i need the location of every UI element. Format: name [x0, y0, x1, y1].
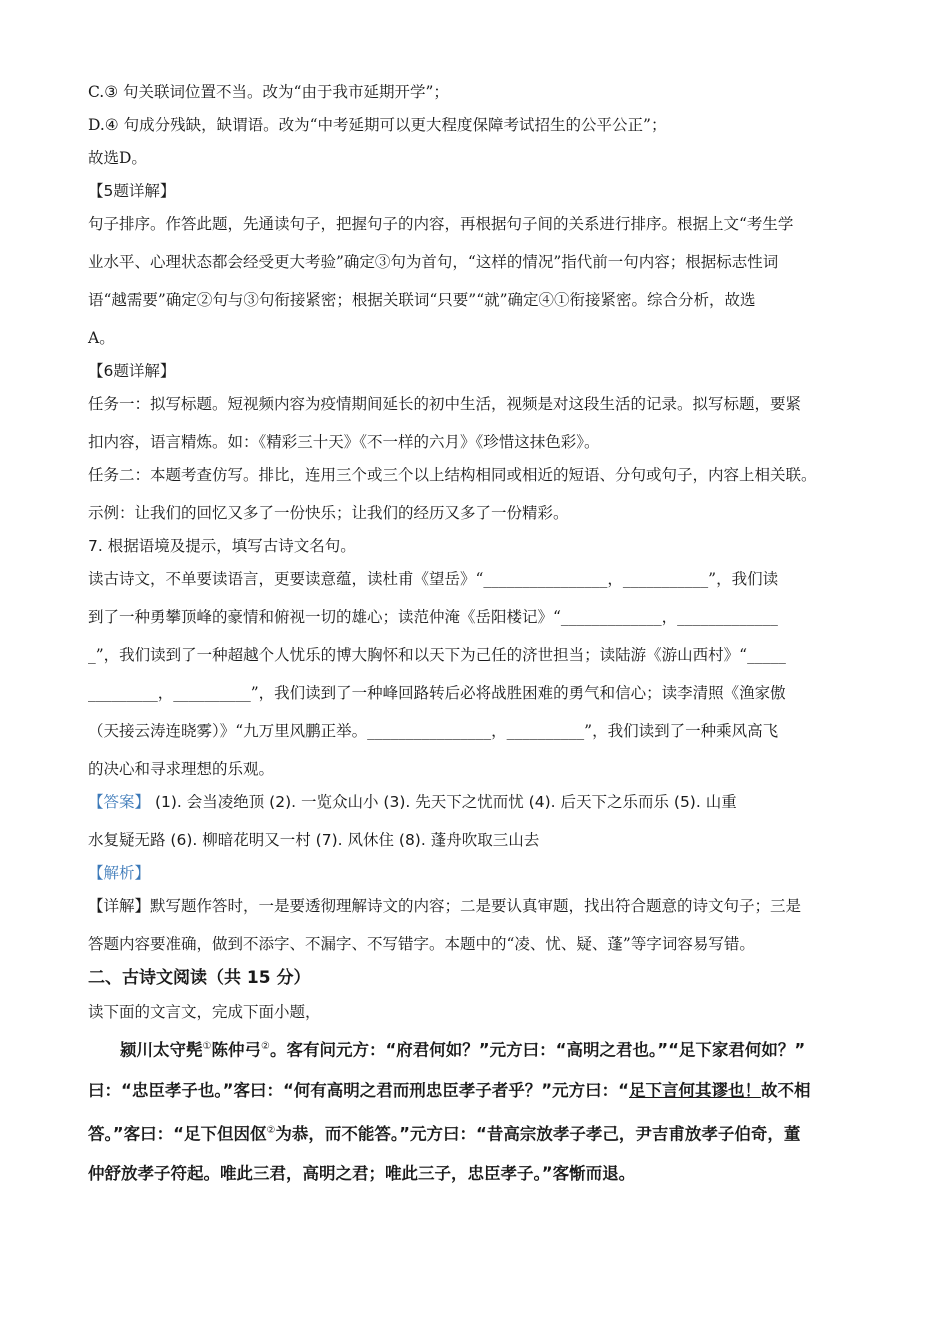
q5-para-line: 业水平、心理状态都会经受更大考验”确定③句为首句，“这样的情况”指代前一句内容；根据标志性词: [88, 253, 779, 271]
underlined-sentence: 足下言何其谬也！: [628, 1080, 761, 1100]
q6-para-line: 示例：让我们的回忆又多了一份快乐；让我们的经历又多了一份精彩。: [88, 504, 569, 522]
q7-text-line: 的决心和寻求理想的乐观。: [88, 760, 275, 778]
detail-tag: 【详解】: [88, 897, 151, 915]
q6-para-line: 任务二：本题考查仿写。排比，连用三个或三个以上结构相同或相近的短语、分句或句子，内容上相关联。: [88, 466, 817, 484]
q7-text-line: 到了一种勇攀顶峰的豪情和俯视一切的雄心；读范仲淹《岳阳楼记》“_____________，_____________: [88, 608, 778, 626]
q7-heading: 7. 根据语境及提示，填写古诗文名句。: [88, 537, 356, 555]
analysis-line: [88, 896, 868, 916]
q7-text-line: _________，__________”，我们读到了一种峰回路转后必将战胜困难的勇气和信心；读李清照《渔家傲: [88, 684, 786, 702]
q5-para-line: A。: [88, 329, 115, 347]
q5-para-line: 语“越需要”确定②句与③句衔接紧密；根据关联词“只要”“就”确定④①衔接紧密。综合分析，故选: [88, 291, 756, 309]
q7-text-line: 读古诗文，不单要读语言，更要读意蕴，读杜甫《望岳》“________________，___________”，我们读: [88, 570, 779, 588]
footnote-marker: ①: [202, 1041, 212, 1052]
q6-heading: 【6题详解】: [88, 362, 176, 380]
choice-line: 故选D。: [88, 149, 147, 167]
option-d-line: D.④ 句成分残缺，缺谓语。改为“中考延期可以更大程度保障考试招生的公平公正”；: [88, 116, 667, 134]
footnote-marker: ②: [266, 1124, 276, 1136]
passage-text: 故不相: [760, 1080, 811, 1100]
q5-heading: 【5题详解】: [88, 182, 176, 200]
passage-text: 曰：“忠臣孝子也。”客曰：“何有高明之君而刑忠臣孝子者乎？”元方曰：“: [88, 1080, 629, 1100]
section-title: 二、古诗文阅读（共 15 分）: [88, 968, 311, 988]
passage-text: 陈仲弓: [211, 1040, 261, 1060]
q6-para-line: 任务一：拟写标题。短视频内容为疫情期间延长的初中生活，视频是对这段生活的记录。拟写标题，要紧: [88, 395, 802, 413]
answer-line: [88, 792, 868, 812]
analysis-line-2: 答题内容要准确，做到不添字、不漏字、不写错字。本题中的“凌、忧、疑、蓬”等字词容易写错。: [88, 935, 755, 953]
answer-text: (1). 会当凌绝顶 (2). 一览众山小 (3). 先天下之忧而忧 (4). 后天下之乐而乐 (5). 山重: [150, 793, 737, 811]
footnote-marker: ②: [260, 1041, 270, 1052]
answer-line-2: 水复疑无路 (6). 柳暗花明又一村 (7). 风休住 (8). 蓬舟吹取三山去: [88, 831, 540, 849]
analysis-text: 默写题作答时，一是要透彻理解诗文的内容；二是要认真审题，找出符合题意的诗文句子；三是: [150, 897, 802, 915]
option-c-line: C.③ 句关联词位置不当。改为“由于我市延期开学”；: [88, 83, 449, 101]
q7-text-line: （天接云涛连晓雾）》“九万里风鹏正举。________________，__________”，我们读到了一种乘风高飞: [88, 722, 779, 740]
passage-text: 。客有问元方：“府君何如？”元方曰：“高明之君也。”“足下家君何如？”: [269, 1040, 806, 1060]
q6-para-line: 扣内容，语言精炼。如：《精彩三十天》《不一样的六月》《珍惜这抹色彩》。: [88, 433, 600, 451]
analysis-tag: 【解析】: [88, 864, 151, 882]
passage-line: [88, 1036, 868, 1062]
passage-line: [88, 1080, 868, 1102]
passage-text: 颍川太守髡: [120, 1040, 203, 1060]
passage-line: 仲舒放孝子符起。唯此三君，高明之君；唯此三子，忠臣孝子。”客惭而退。: [88, 1164, 636, 1183]
passage-line: [88, 1120, 868, 1146]
answer-tag: 【答案】: [88, 793, 151, 811]
passage-text: 答。”客曰：“足下但因伛: [88, 1124, 267, 1143]
q5-para-line: 句子排序。作答此题，先通读句子，把握句子的内容，再根据句子间的关系进行排序。根据上文“考生学: [88, 215, 794, 233]
section-intro: 读下面的文言文，完成下面小题，: [88, 1003, 321, 1021]
passage-text: 为恭，而不能答。”元方曰：“昔高宗放孝子孝己，尹吉甫放孝子伯奇，董: [275, 1124, 801, 1143]
q7-text-line: _”，我们读到了一种超越个人忧乐的博大胸怀和以天下为己任的济世担当；读陆游《游山西村》“_____: [88, 646, 786, 664]
document-page: [88, 72, 868, 1185]
